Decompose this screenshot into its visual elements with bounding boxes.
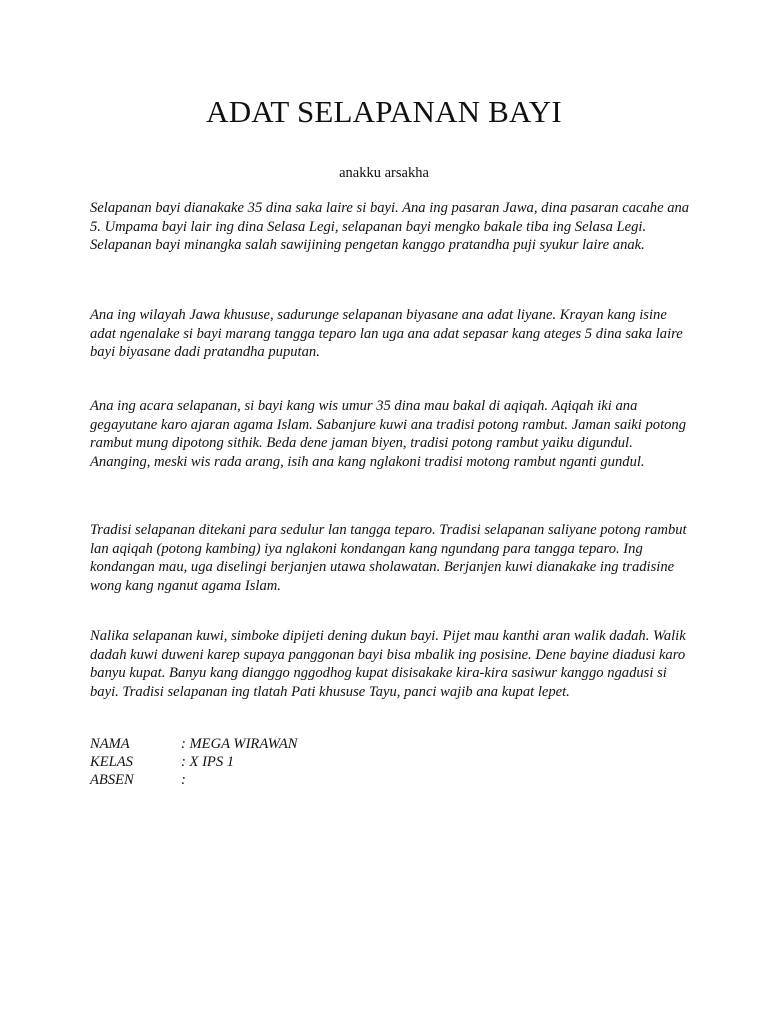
info-value: : X IPS 1 <box>181 754 235 770</box>
info-value: : MEGA WIRAWAN <box>181 736 298 752</box>
paragraph: Selapanan bayi dianakake 35 dina saka laire si bayi. Ana ing pasaran Jawa, dina pasaran cacahe ana 5. Umpama bayi lair ing dina Selasa Legi, selapanan bayi mengko bakale tiba ing Selasa Legi. Selapanan bayi minangka salah sawijining pengetan kanggo pratandha puji syukur laire anak. <box>90 200 690 253</box>
info-value: : <box>181 772 186 788</box>
paragraph: Tradisi selapanan ditekani para sedulur lan tangga teparo. Tradisi selapanan saliyane potong rambut lan aqiqah (potong kambing) iya nglakoni kondangan kang ngundang para tangga teparo. Ing kondangan mau, uga diselingi berjanjen utawa sholawatan. Berjanjen kuwi dianakake ing tradisine wong kang nganut agama Islam. <box>90 522 687 594</box>
document-author: anakku arsakha <box>339 165 429 181</box>
student-info <box>90 735 298 789</box>
paragraph: Nalika selapanan kuwi, simboke dipijeti dening dukun bayi. Pijet mau kanthi aran walik dadah. Walik dadah kuwi duweni karep supaya panggonan bayi bisa mbalik ing posisine. Dene bayine diadusi karo banyu kupat. Banyu kang dianggo nggodhog kupat disisakake kira-kira sasiwur kanggo ngadusi si bayi. Tradisi selapanan ing tlatah Pati khususe Tayu, panci wajib ana kupat lepet. <box>90 628 686 700</box>
document-title: ADAT SELAPANAN BAYI <box>206 94 562 129</box>
info-row-number <box>90 771 298 789</box>
info-row-class <box>90 753 298 771</box>
info-label: NAMA <box>90 736 130 752</box>
info-row-name <box>90 735 298 753</box>
paragraph: Ana ing wilayah Jawa khususe, sadurunge selapanan biyasane ana adat liyane. Krayan kang isine adat ngenalake si bayi marang tangga teparo lan uga ana adat sepasar kang ateges 5 dina saka laire bayi biyasane dadi pratandha puputan. <box>90 307 683 360</box>
info-label: ABSEN <box>90 772 134 788</box>
paragraph: Ana ing acara selapanan, si bayi kang wis umur 35 dina mau bakal di aqiqah. Aqiqah iki ana gegayutane karo ajaran agama Islam. Sabanjure kuwi ana tradisi potong rambut. Jaman saiki potong rambut mung dipotong sithik. Beda dene jaman biyen, tradisi potong rambut yaiku digundul. Ananging, meski wis rada arang, isih ana kang nglakoni tradisi motong rambut nganti gundul. <box>90 398 687 470</box>
info-label: KELAS <box>90 754 133 770</box>
